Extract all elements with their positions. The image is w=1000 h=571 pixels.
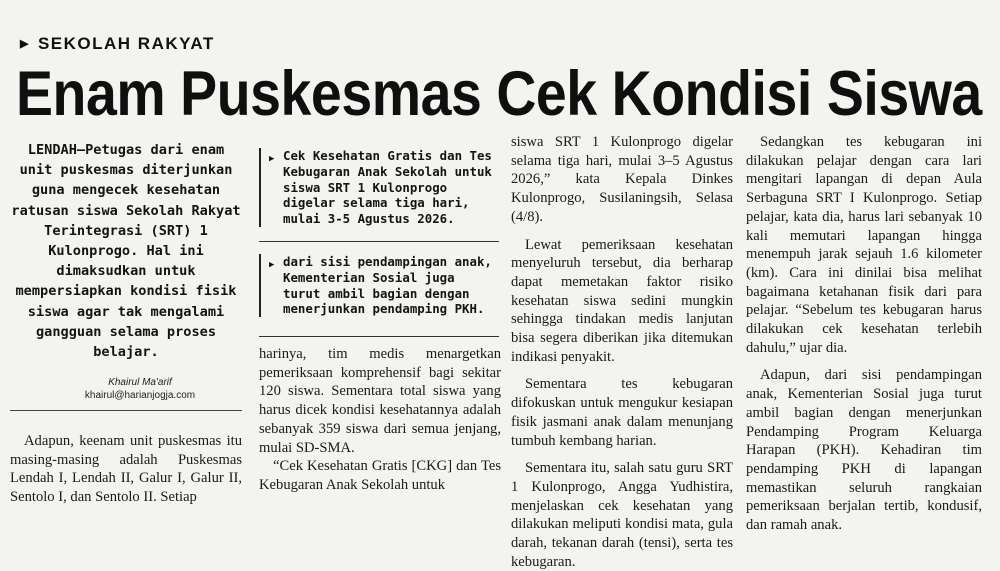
body-paragraph: Sementara tes kebugaran difokuskan untuk mengukur kesiapan fisik jasmani anak dalam menunjang tumbuh kembang harian. — [511, 376, 733, 449]
body-paragraph: “Cek Kesehatan Gratis [CKG] dan Tes Kebugaran Anak Sekolah untuk — [259, 458, 501, 493]
column-2-body — [259, 345, 501, 495]
body-paragraph: Adapun, keenam unit puskesmas itu masing-masing adalah Puskesmas Lendah I, Lendah II, Galur I, Galur II, Sentolo I, dan Sentolo II. Setiap — [10, 433, 242, 506]
highlight-box — [259, 148, 499, 227]
triangle-bullet-icon: ▶ — [20, 38, 30, 50]
section-label: SEKOLAH RAKYAT — [37, 34, 215, 53]
author-name: Khairul Ma'arif — [108, 377, 172, 388]
byline — [40, 376, 240, 402]
body-paragraph: Adapun, dari sisi pendampingan anak, Kementerian Sosial juga turut ambil bagian dengan menerjunkan Pendamping Program Keluarga Harapan (PKH). Kehadiran tim pendamping PKH di lapangan memastikan seluruh rangkaian pemeriksaan berjalan tertib, kondusif, dan ramah anak. — [746, 367, 982, 534]
lead-paragraph: LENDAH—Petugas dari enam unit puskesmas diterjunkan guna mengecek kesehatan ratusan siswa Sekolah Rakyat Terintegrasi (SRT) 1 Kulonprogo. Hal ini dimaksudkan untuk mempersiapkan kondisi fisik siswa agar tak mengalami gangguan selama proses belajar. — [11, 142, 241, 361]
triangle-bullet-icon: ▶ — [269, 260, 275, 270]
author-email: khairul@harianjogja.com — [84, 390, 196, 401]
body-paragraph: Lewat pemeriksaan kesehatan menyeluruh tersebut, dia berharap dapat memetakan faktor risiko kesehatan siswa sedini mungkin sehingga tindakan medis lanjutan bisa segera diberikan jika ditemukan indikasi penyakit. — [511, 236, 733, 365]
section-rubric — [20, 34, 215, 54]
highlight-text: Cek Kesehatan Gratis dan Tes Kebugaran Anak Sekolah untuk siswa SRT 1 Kulonprogo digelar selama tiga hari, mulai 3-5 Agustus 2026. — [283, 148, 492, 227]
body-paragraph: harinya, tim medis menargetkan pemeriksaan komprehensif bagi sekitar 120 siswa. Sementara total siswa yang harus dicek kondisi kesehatannya adalah sebanyak 359 siswa dari semua jenjang, mulai SD-SMA. — [259, 346, 501, 456]
column-1-body — [10, 432, 242, 507]
highlight-divider — [259, 336, 499, 337]
column-3-body — [511, 133, 733, 571]
lead-divider — [10, 410, 242, 411]
highlight-text: dari sisi pendampingan anak, Kementerian Sosial juga turut ambil bagian dengan menerjunkan pendamping PKH. — [283, 254, 492, 317]
column-4-body — [746, 133, 982, 535]
body-paragraph: siswa SRT 1 Kulonprogo digelar selama tiga hari, mulai 3–5 Agustus 2026,” kata Kepala Dinkes Kulonprogo, Susilaningsih, Selasa (4/8). — [511, 134, 733, 225]
triangle-bullet-icon: ▶ — [269, 154, 275, 164]
highlight-box — [259, 254, 499, 317]
highlight-divider — [259, 241, 499, 242]
body-paragraph: Sedangkan tes kebugaran ini dilakukan pelajar dengan cara lari mengitari lapangan di depan Aula Serbaguna SRT I Kulonprogo. Setiap pelajar, kata dia, harus lari sebanyak 10 kali memutari lapangan hingga menempuh jarak sejauh 1.6 kilometer (km). Cara ini dinilai bisa melihat bagaimana ketahanan fisik dari para pelajar. “Sebelum tes kebugaran harus dilakukan cek kesehatan terlebih dahulu,” ujar dia. — [746, 134, 982, 356]
headline: Enam Puskesmas Cek Kondisi Siswa — [16, 59, 982, 129]
body-paragraph: Sementara itu, salah satu guru SRT 1 Kulonprogo, Angga Yudhistira, menjelaskan cek kesehatan yang dilakukan meliputi kondisi mata, gula darah, tekanan darah (tensi), serta tes kebugaran. — [511, 460, 733, 570]
